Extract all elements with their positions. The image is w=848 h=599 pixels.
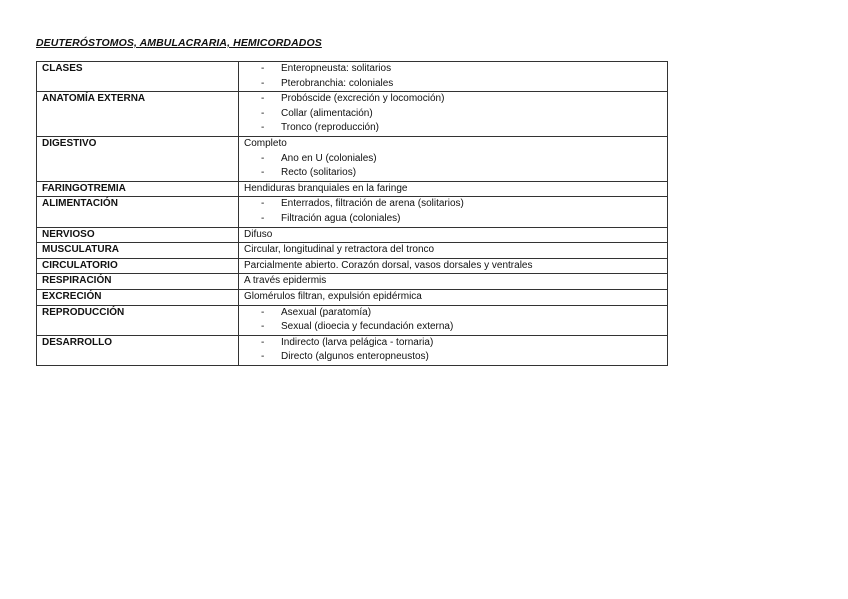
bullet-list bbox=[244, 336, 662, 365]
row-label: ANATOMÍA EXTERNA bbox=[37, 92, 239, 137]
row-content bbox=[239, 92, 668, 137]
table-row bbox=[37, 243, 668, 259]
bullet-list bbox=[244, 306, 662, 335]
row-content bbox=[239, 243, 668, 259]
dash-bullet-icon: - bbox=[261, 306, 265, 318]
list-item bbox=[244, 121, 662, 136]
row-label: REPRODUCCIÓN bbox=[37, 305, 239, 335]
row-label: FARINGOTREMIA bbox=[37, 181, 239, 197]
bullet-list bbox=[244, 92, 662, 136]
list-item bbox=[244, 336, 662, 351]
summary-table bbox=[36, 61, 668, 366]
table-row bbox=[37, 305, 668, 335]
list-item bbox=[244, 212, 662, 227]
row-content bbox=[239, 227, 668, 243]
list-item bbox=[244, 152, 662, 167]
list-item-text: Sexual (dioecia y fecundación externa) bbox=[281, 321, 454, 333]
row-content bbox=[239, 197, 668, 227]
document-title: DEUTERÓSTOMOS, AMBULACRARIA, HEMICORDADOS bbox=[36, 37, 322, 49]
table-row bbox=[37, 227, 668, 243]
list-item bbox=[244, 197, 662, 212]
bullet-list bbox=[244, 197, 662, 226]
dash-bullet-icon: - bbox=[261, 77, 265, 89]
row-content bbox=[239, 258, 668, 274]
dash-bullet-icon: - bbox=[261, 152, 265, 164]
row-description: Parcialmente abierto. Corazón dorsal, vasos dorsales y ventrales bbox=[244, 259, 533, 271]
table-row bbox=[37, 289, 668, 305]
row-description: Difuso bbox=[244, 228, 273, 240]
table-row bbox=[37, 197, 668, 227]
row-label: ALIMENTACIÓN bbox=[37, 197, 239, 227]
row-label: RESPIRACIÓN bbox=[37, 274, 239, 290]
row-label: MUSCULATURA bbox=[37, 243, 239, 259]
row-label: EXCRECIÓN bbox=[37, 289, 239, 305]
table-body bbox=[37, 62, 668, 366]
table-row bbox=[37, 136, 668, 181]
list-item-text: Enteropneusta: solitarios bbox=[281, 63, 392, 74]
list-item-text: Filtración agua (coloniales) bbox=[281, 212, 401, 224]
list-item bbox=[244, 166, 662, 181]
list-item-text: Enterrados, filtración de arena (solitarios) bbox=[281, 198, 464, 210]
row-content bbox=[239, 181, 668, 197]
row-content bbox=[239, 335, 668, 365]
dash-bullet-icon: - bbox=[261, 336, 265, 348]
dash-bullet-icon: - bbox=[261, 107, 265, 119]
row-content bbox=[239, 289, 668, 305]
list-item-text: Collar (alimentación) bbox=[281, 107, 373, 119]
list-item bbox=[244, 77, 662, 92]
dash-bullet-icon: - bbox=[261, 321, 265, 333]
table-row bbox=[37, 181, 668, 197]
row-description: A través epidermis bbox=[244, 275, 327, 287]
table-row bbox=[37, 258, 668, 274]
dash-bullet-icon: - bbox=[261, 93, 265, 105]
table-row bbox=[37, 92, 668, 137]
row-label: CLASES bbox=[37, 62, 239, 92]
dash-bullet-icon: - bbox=[261, 351, 265, 363]
row-description: Hendiduras branquiales en la faringe bbox=[244, 182, 408, 194]
list-item-text: Probóscide (excreción y locomoción) bbox=[281, 93, 445, 105]
row-label: CIRCULATORIO bbox=[37, 258, 239, 274]
bullet-list bbox=[244, 152, 662, 181]
row-content bbox=[239, 136, 668, 181]
list-item-text: Indirecto (larva pelágica - tornaria) bbox=[281, 336, 434, 348]
bullet-list bbox=[244, 62, 662, 91]
row-description: Glomérulos filtran, expulsión epidérmica bbox=[244, 290, 422, 302]
row-content bbox=[239, 274, 668, 290]
dash-bullet-icon: - bbox=[261, 122, 265, 134]
table-row bbox=[37, 274, 668, 290]
list-item bbox=[244, 107, 662, 122]
row-content bbox=[239, 62, 668, 92]
row-description: Circular, longitudinal y retractora del tronco bbox=[244, 244, 435, 256]
list-item-text: Ano en U (coloniales) bbox=[281, 152, 377, 164]
list-item bbox=[244, 92, 662, 107]
dash-bullet-icon: - bbox=[261, 198, 265, 210]
list-item-text: Pterobranchia: coloniales bbox=[281, 77, 394, 89]
dash-bullet-icon: - bbox=[261, 63, 265, 74]
row-content bbox=[239, 305, 668, 335]
list-item bbox=[244, 320, 662, 335]
list-item bbox=[244, 350, 662, 365]
row-description: Completo bbox=[244, 137, 287, 149]
list-item-text: Asexual (paratomía) bbox=[281, 306, 372, 318]
list-item bbox=[244, 306, 662, 321]
list-item-text: Recto (solitarios) bbox=[281, 167, 357, 179]
dash-bullet-icon: - bbox=[261, 212, 265, 224]
table-row bbox=[37, 335, 668, 365]
list-item-text: Directo (algunos enteropneustos) bbox=[281, 351, 429, 363]
row-label: DESARROLLO bbox=[37, 335, 239, 365]
row-label: NERVIOSO bbox=[37, 227, 239, 243]
table-row bbox=[37, 62, 668, 92]
dash-bullet-icon: - bbox=[261, 167, 265, 179]
list-item-text: Tronco (reproducción) bbox=[281, 122, 380, 134]
row-label: DIGESTIVO bbox=[37, 136, 239, 181]
list-item bbox=[244, 62, 662, 77]
